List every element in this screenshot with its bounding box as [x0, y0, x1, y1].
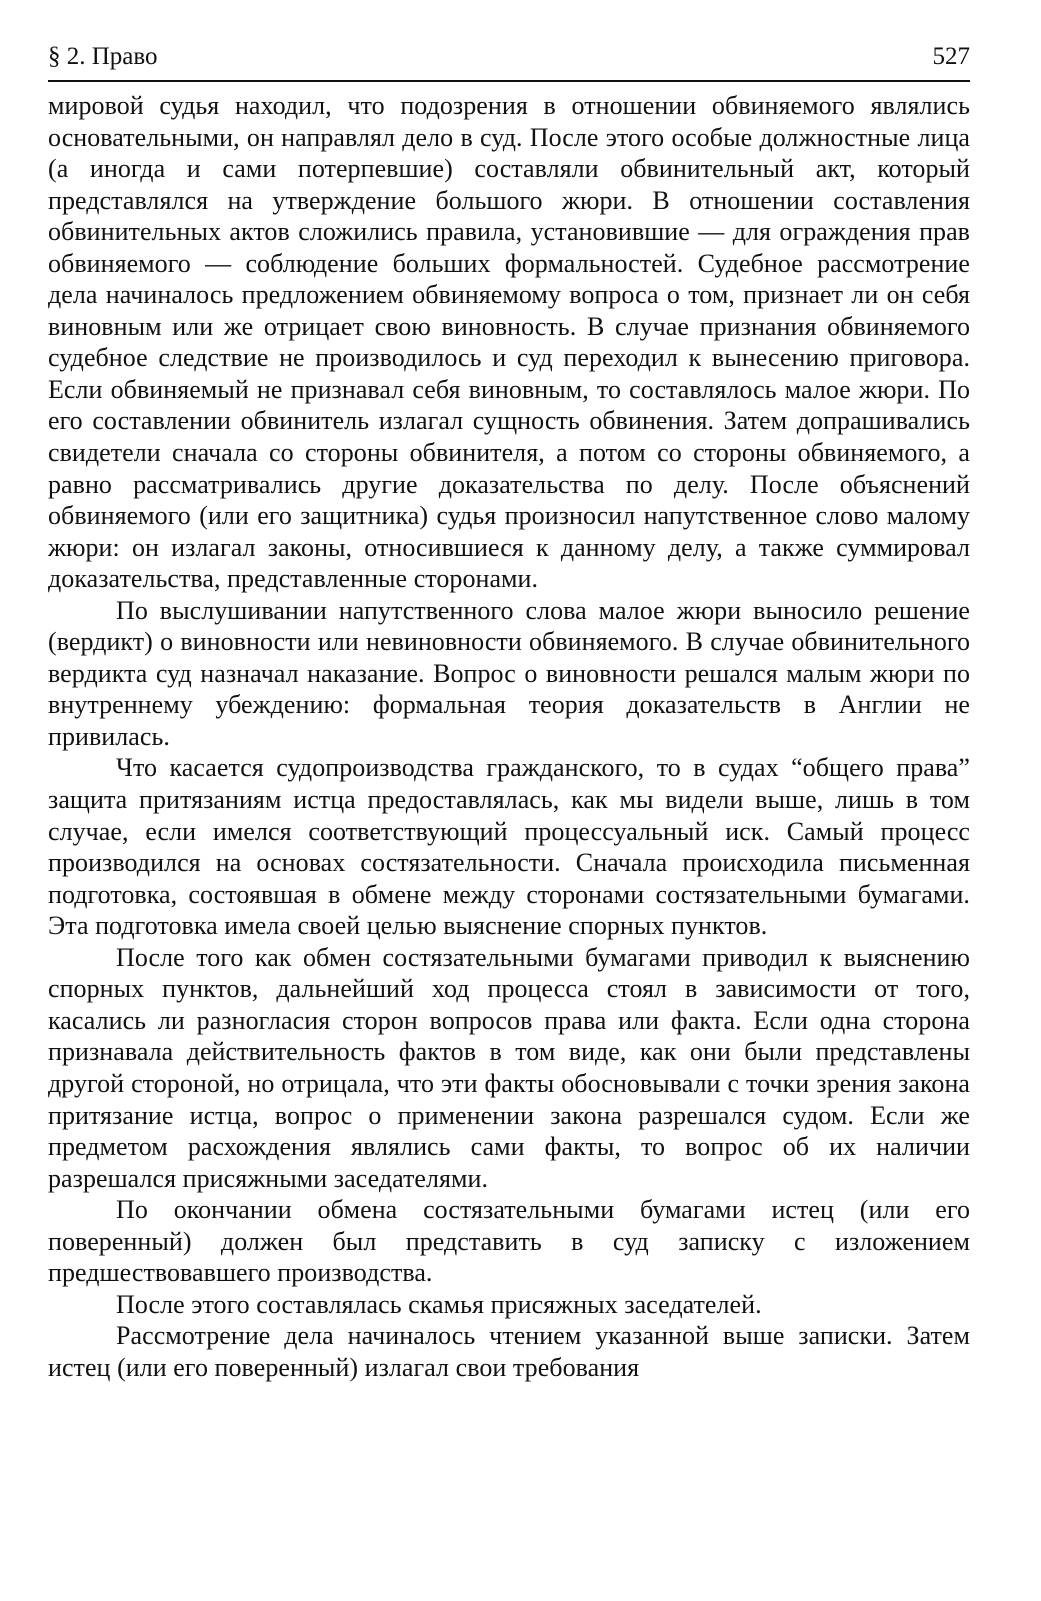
paragraph: По выслушивании напутственного слова малое жюри выносило решение (вердикт) о виновности или невиновности обвиняемого. В случае обвинительного вердикта суд назначал наказание. Вопрос о виновности решался малым жюри по внутреннему убеждению: формальная теория доказательств в Англии не привилась. [48, 595, 970, 751]
paragraph: мировой судья находил, что подозрения в отношении обвиняемого являлись основательными, он направлял дело в суд. После этого особые должностные лица (а иногда и сами потерпевшие) составляли обвинительный акт, который представлялся на утверждение большого жюри. В отношении составления обвинительных актов сложились правила, установившие — для ограждения прав обвиняемого — соблюдение больших формальностей. Судебное рассмотрение дела начиналось предложением обвиняемому вопроса о том, признает ли он себя виновным или же отрицает свою виновность. В случае признания обвиняемого судебное следствие не производилось и суд переходил к вынесению приговора. Если обвиняемый не признавал себя виновным, то составлялось малое жюри. По его составлении обвинитель излагал сущность обвинения. Затем допрашивались свидетели сначала со стороны обвинителя, а потом со стороны обвиняемого, а равно рассматривались другие доказательства по делу. После объяснений обвиняемого (или его защитника) судья произносил напутственное слово малому жюри: он излагал законы, относившиеся к данному делу, а также суммировал доказательства, представленные сторонами. [48, 91, 970, 594]
page-number: 527 [932, 43, 970, 70]
section-title: § 2. Право [48, 43, 158, 70]
paragraph: Рассмотрение дела начиналось чтением указанной выше записки. Затем истец (или его поверенный) излагал свои требования [48, 1321, 970, 1382]
paragraph: По окончании обмена состязательными бумагами истец (или его поверенный) должен был представить в суд записку с изложением предшествовавшего производства. [48, 1195, 970, 1288]
paragraph: После того как обмен состязательными бумагами приводил к выяснению спорных пунктов, дальнейший ход процесса стоял в зависимости от того, касались ли разногласия сторон вопросов права или факта. Если одна сторона признавала действительность фактов в том виде, как они были представлены другой стороной, но отрицала, что эти факты обосновывали с точки зрения закона притязание истца, вопрос о применении закона разрешался судом. Если же предметом расхождения являлись сами факты, то вопрос об их наличии разрешался присяжными заседателями. [48, 942, 970, 1193]
book-page [48, 40, 970, 1383]
body-text [48, 90, 970, 1383]
running-head [48, 40, 970, 82]
paragraph: Что касается судопроизводства гражданского, то в судах “общего права” защита притязаниям истца предоставлялась, как мы видели выше, лишь в том случае, если имелся соответствующий процессуальный иск. Самый процесс производился на основах состязательности. Сначала происходила письменная подготовка, состоявшая в обмене между сторонами состязательными бумагами. Эта подготовка имела своей целью выяснение спорных пунктов. [48, 753, 970, 941]
paragraph: После этого составлялась скамья присяжных заседателей. [116, 1289, 762, 1319]
